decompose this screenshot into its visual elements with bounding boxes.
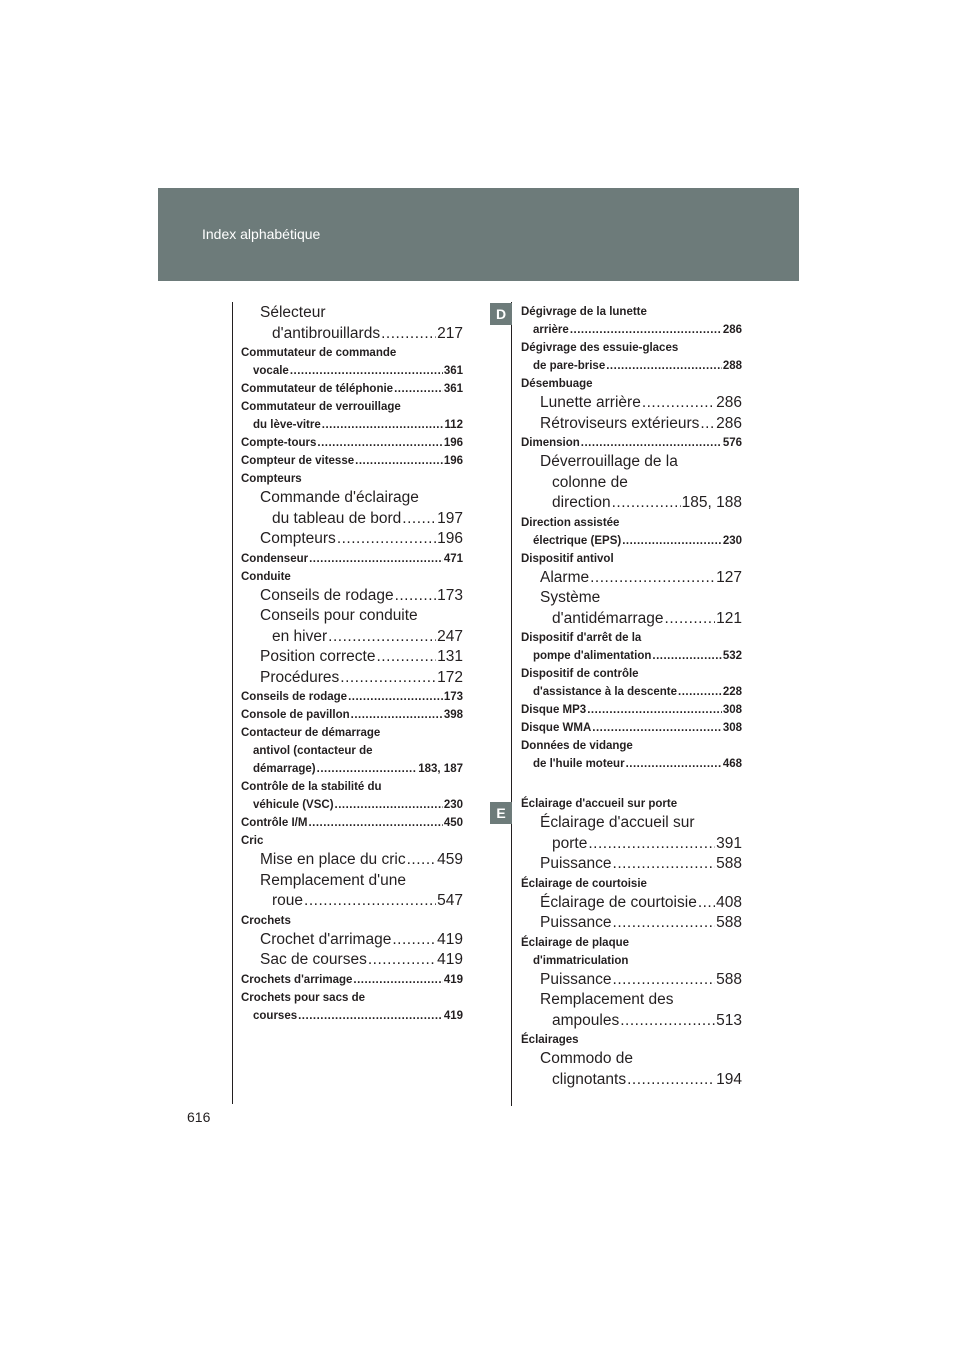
index-entry: Données de vidange de l'huile moteur ..... 468 <box>521 737 742 773</box>
index-entry: Compteurs <box>241 473 302 485</box>
index-entry: Conseils pour conduite en hiver ..... 247 <box>241 606 463 647</box>
index-entry: Éclairage de plaque d'immatriculation <box>521 936 630 967</box>
index-entry: Conseils de rodage ..... 173 <box>241 688 463 706</box>
index-entry: Commutateur de verrouillage du lève-vitre ..... 112 <box>241 398 463 434</box>
section-letter-d: D <box>490 303 512 325</box>
index-entry: Position correcte ..... 131 <box>241 647 463 668</box>
index-entry: Crochets <box>241 914 291 927</box>
index-entry: Dégivrage des essuie-glaces de pare-brise ..... 288 <box>521 339 742 375</box>
index-entry: Rétroviseurs extérieurs ..... 286 <box>521 414 742 435</box>
index-entry: Sac de courses ..... 419 <box>241 950 463 971</box>
index-entry: Éclairage d'accueil sur porte <box>521 798 678 810</box>
index-entry: Disque WMA ..... 308 <box>521 719 742 737</box>
index-entry: Mise en place du cric ..... 459 <box>241 850 463 871</box>
index-entry: Désembuage <box>521 378 593 390</box>
index-entry: Contrôle de la stabilité du véhicule (VSC) ..... 230 <box>241 778 463 814</box>
index-entry: Éclairages <box>521 1034 579 1046</box>
index-entry: Cric <box>241 835 264 847</box>
index-entry: Dispositif de contrôle d'assistance à la descente ..... 228 <box>521 665 742 701</box>
index-entry: Contacteur de démarrage antivol (contacteur de démarrage) ..... 183, 187 <box>241 724 463 778</box>
section-letter-e: E <box>490 802 512 824</box>
index-entry: Remplacement d'une roue ..... 547 <box>241 871 463 912</box>
index-entry: Dimension ..... 576 <box>521 434 742 452</box>
index-entry: Commutateur de commande vocale ..... 361 <box>241 344 463 380</box>
index-entry: Conseils de rodage ..... 173 <box>241 586 463 607</box>
index-entry: Sélecteur d'antibrouillards ..... 217 <box>241 303 463 344</box>
index-entry: Commutateur de téléphonie ..... 361 <box>241 380 463 398</box>
index-entry: Dispositif antivol <box>521 552 614 565</box>
index-entry: Compteurs ..... 196 <box>241 529 463 550</box>
index-entry: Conduite <box>241 570 291 583</box>
index-entry: Puissance ..... 588 <box>521 913 742 934</box>
index-entry: Crochets pour sacs de courses ..... 419 <box>241 989 463 1025</box>
index-entry: Puissance ..... 588 <box>521 970 742 991</box>
index-entry: Contrôle I/M ..... 450 <box>241 814 463 832</box>
index-entry: Console de pavillon ..... 398 <box>241 706 463 724</box>
index-entry: Éclairage de courtoisie <box>521 877 647 890</box>
index-entry: Remplacement des ampoules ..... 513 <box>521 990 742 1031</box>
index-entry: Commodo de clignotants ..... 194 <box>521 1049 742 1090</box>
index-entry: Déverrouillage de la colonne de direction ..... 185, 188 <box>521 452 742 514</box>
column-divider-left <box>232 302 233 1104</box>
index-entry: Commande d'éclairage du tableau de bord ..... 197 <box>241 488 463 529</box>
index-entry: Crochets d'arrimage ..... 419 <box>241 971 463 989</box>
index-column-left <box>241 303 463 1025</box>
index-column-right <box>521 303 742 1090</box>
index-entry: Crochet d'arrimage ..... 419 <box>241 930 463 951</box>
index-entry: Compteur de vitesse ..... 196 <box>241 452 463 470</box>
index-entry: Compte-tours ..... 196 <box>241 434 463 452</box>
index-entry: Condenseur ..... 471 <box>241 550 463 568</box>
index-entry: Éclairage de courtoisie ..... 408 <box>521 893 742 914</box>
page-number: 616 <box>187 1109 211 1125</box>
index-entry: Puissance ..... 588 <box>521 854 742 875</box>
column-divider-right <box>511 302 512 1106</box>
index-entry: Procédures ..... 172 <box>241 668 463 689</box>
index-entry: Dispositif d'arrêt de la pompe d'alimentation ..... 532 <box>521 629 742 665</box>
index-entry: Dégivrage de la lunette arrière ..... 286 <box>521 303 742 339</box>
index-entry: Alarme ..... 127 <box>521 568 742 589</box>
index-entry: Éclairage d'accueil sur porte ..... 391 <box>521 813 742 854</box>
index-entry: Disque MP3 ..... 308 <box>521 701 742 719</box>
page-header <box>158 188 799 281</box>
index-entry: Lunette arrière ..... 286 <box>521 393 742 414</box>
header-title: Index alphabétique <box>202 226 321 242</box>
index-entry: Direction assistée électrique (EPS) ..... 230 <box>521 514 742 550</box>
index-entry: Système d'antidémarrage ..... 121 <box>521 588 742 629</box>
